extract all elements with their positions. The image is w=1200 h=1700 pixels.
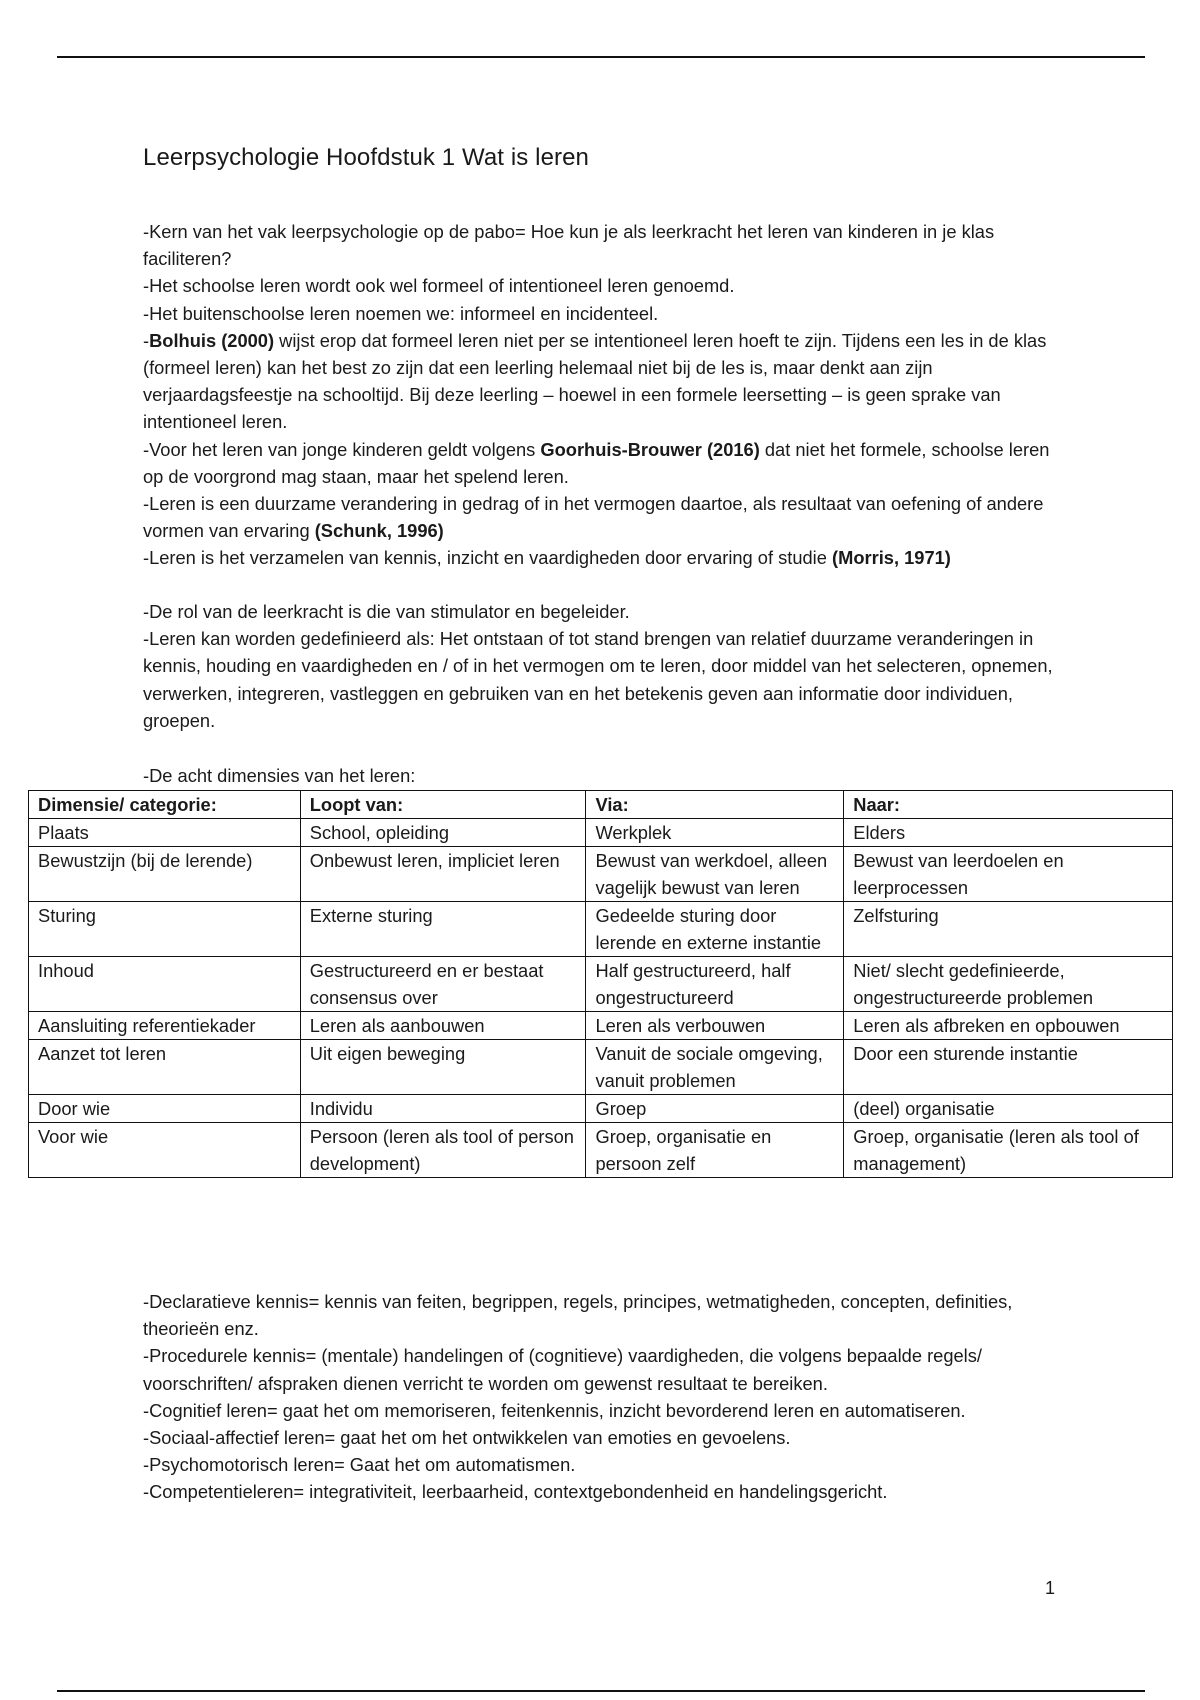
- paragraph: -Sociaal-affectief leren= gaat het om het ontwikkelen van emoties en gevoelens.: [143, 1427, 791, 1449]
- table-row: [29, 957, 1173, 1012]
- page-title: Leerpsychologie Hoofdstuk 1 Wat is leren: [143, 144, 590, 171]
- citation: Goorhuis-Brouwer (2016): [540, 438, 760, 460]
- table-header-cell: Via:: [586, 791, 844, 819]
- paragraph: -Het buitenschoolse leren noemen we: informeel en incidenteel.: [143, 302, 659, 324]
- table-cell: Groep, organisatie en persoon zelf: [586, 1123, 844, 1178]
- table-cell: Individu: [300, 1095, 586, 1123]
- citation: (Schunk, 1996): [314, 520, 444, 542]
- table-cell: Gestructureerd en er bestaat consensus over: [300, 957, 586, 1012]
- paragraph: -Kern van het vak leerpsychologie op de pabo= Hoe kun je als leerkracht het leren van kinderen in je klas faciliteren?: [143, 221, 995, 270]
- table-row: [29, 1123, 1173, 1178]
- table-cell: Sturing: [29, 902, 301, 957]
- table-cell: Voor wie: [29, 1123, 301, 1178]
- table-cell: Leren als verbouwen: [586, 1012, 844, 1040]
- paragraph: -Psychomotorisch leren= Gaat het om automatismen.: [143, 1454, 576, 1476]
- table-cell: Door een sturende instantie: [844, 1040, 1173, 1095]
- table-row: [29, 847, 1173, 902]
- paragraph: [143, 327, 1073, 436]
- dimensions-table: [28, 790, 1173, 1178]
- table-cell: Door wie: [29, 1095, 301, 1123]
- table-cell: Bewust van werkdoel, alleen vagelijk bewust van leren: [586, 847, 844, 902]
- paragraph: -Cognitief leren= gaat het om memoriseren, feitenkennis, inzicht bevorderend leren en automatiseren.: [143, 1399, 966, 1421]
- paragraph: -Leren kan worden gedefinieerd als: Het ontstaan of tot stand brengen van relatief duurzame veranderingen in kennis, houding en vaardigheden en / of in het vermogen om te leren, door middel van het selecteren, opnemen, verwerken, integreren, vastleggen en gebruiken van en het betekenis geven aan informatie door individuen, groepen.: [143, 628, 1053, 731]
- table-cell: (deel) organisatie: [844, 1095, 1173, 1123]
- table-cell: Aansluiting referentiekader: [29, 1012, 301, 1040]
- page-number: 1: [1045, 1578, 1056, 1598]
- paragraph: [143, 544, 1073, 571]
- table-cell: Niet/ slecht gedefinieerde, ongestructureerde problemen: [844, 957, 1173, 1012]
- text-span: -Voor het leren van jonge kinderen geldt volgens: [143, 438, 541, 460]
- table-cell: Vanuit de sociale omgeving, vanuit problemen: [586, 1040, 844, 1095]
- paragraph: [143, 436, 1073, 490]
- text-span: dat niet het formele, schoolse leren op de voorgrond mag staan, maar het spelend leren.: [143, 438, 1050, 487]
- table-row: [29, 819, 1173, 847]
- text-span: -Leren is een duurzame verandering in gedrag of in het vermogen daartoe, als resultaat van oefening of andere vormen van ervaring: [143, 493, 1044, 542]
- table-cell: Leren als aanbouwen: [300, 1012, 586, 1040]
- table-header-cell: Naar:: [844, 791, 1173, 819]
- header-rule: [57, 56, 1145, 58]
- text-span: -: [143, 329, 150, 351]
- table-cell: Onbewust leren, impliciet leren: [300, 847, 586, 902]
- paragraph: -De rol van de leerkracht is die van stimulator en begeleider.: [143, 601, 630, 622]
- citation: Bolhuis (2000): [149, 329, 275, 351]
- table-cell: Gedeelde sturing door lerende en externe instantie: [586, 902, 844, 957]
- table-header-row: [29, 791, 1173, 819]
- table-row: [29, 902, 1173, 957]
- definitions-section: [143, 1288, 1073, 1506]
- table-cell: Bewust van leerdoelen en leerprocessen: [844, 847, 1173, 902]
- table-row: [29, 1040, 1173, 1095]
- table-cell: Leren als afbreken en opbouwen: [844, 1012, 1173, 1040]
- table-cell: Werkplek: [586, 819, 844, 847]
- table-cell: Aanzet tot leren: [29, 1040, 301, 1095]
- table-cell: Uit eigen beweging: [300, 1040, 586, 1095]
- text-span: wijst erop dat formeel leren niet per se intentioneel leren hoeft te zijn. Tijdens een les in de klas (formeel leren) kan het best zo zijn dat een leerling helemaal niet bij de les is, maar denkt aan zijn verjaardagsfeestje na schooltijd. Bij deze leerling – hoewel in een formele leersetting – is geen sprake van intentioneel leren.: [143, 329, 1047, 433]
- table-row: [29, 1095, 1173, 1123]
- paragraph: [143, 490, 1073, 544]
- text-span: -Leren is het verzamelen van kennis, inzicht en vaardigheden door ervaring of studie: [143, 547, 832, 569]
- footer-rule: [57, 1690, 1145, 1692]
- paragraph: -Declaratieve kennis= kennis van feiten, begrippen, regels, principes, wetmatigheden, concepten, definities, theorieën enz.: [143, 1291, 1013, 1340]
- table-cell: Externe sturing: [300, 902, 586, 957]
- table-caption: -De acht dimensies van het leren:: [143, 765, 416, 786]
- citation: (Morris, 1971): [832, 547, 951, 569]
- table-header-cell: Dimensie/ categorie:: [29, 791, 301, 819]
- paragraph: -Procedurele kennis= (mentale) handelingen of (cognitieve) vaardigheden, die volgens bepaalde regels/ voorschriften/ afspraken dienen verricht te worden om gewenst resultaat te bereiken.: [143, 1345, 982, 1394]
- table-cell: Groep: [586, 1095, 844, 1123]
- table-cell: Inhoud: [29, 957, 301, 1012]
- table-cell: Groep, organisatie (leren als tool of management): [844, 1123, 1173, 1178]
- intro-section: [143, 218, 1073, 572]
- definition-section: [143, 598, 1073, 734]
- table-cell: Elders: [844, 819, 1173, 847]
- table-cell: Half gestructureerd, half ongestructureerd: [586, 957, 844, 1012]
- table-cell: Bewustzijn (bij de lerende): [29, 847, 301, 902]
- table-header-cell: Loopt van:: [300, 791, 586, 819]
- table-cell: Plaats: [29, 819, 301, 847]
- table-row: [29, 1012, 1173, 1040]
- paragraph: -Competentieleren= integrativiteit, leerbaarheid, contextgebondenheid en handelingsgericht.: [143, 1481, 888, 1503]
- table-cell: Zelfsturing: [844, 902, 1173, 957]
- table-cell: Persoon (leren als tool of person development): [300, 1123, 586, 1178]
- table-cell: School, opleiding: [300, 819, 586, 847]
- paragraph: -Het schoolse leren wordt ook wel formeel of intentioneel leren genoemd.: [143, 275, 735, 297]
